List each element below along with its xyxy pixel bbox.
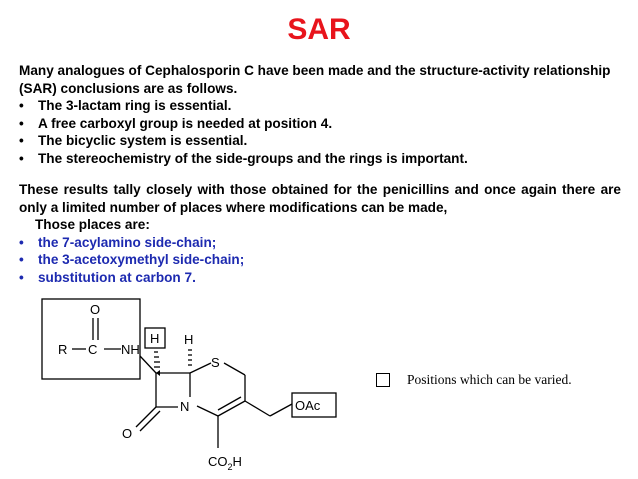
- sar-conclusions-list: [19, 97, 621, 167]
- oxygen-acyl-label: O: [90, 302, 101, 317]
- intro-paragraph: Many analogues of Cephalosporin C have been made and the structure-activity relationship (SAR) conclusions are as follows.: [19, 63, 611, 96]
- list-item: • substitution at carbon 7.: [19, 269, 196, 285]
- bullet-icon: •: [19, 252, 24, 267]
- bullet-icon: •: [19, 234, 24, 250]
- bullet-icon: •: [19, 269, 24, 285]
- r-group-label: R: [58, 342, 68, 357]
- h-right-label: H: [184, 332, 194, 347]
- legend: [376, 372, 572, 388]
- carboxyl-label: $CO_2H$: [208, 454, 242, 472]
- slide-title: SAR: [287, 13, 351, 46]
- carbon-label: C: [88, 342, 98, 357]
- nh-label: NH: [121, 342, 140, 357]
- legend-text: Positions which can be varied.: [407, 372, 572, 387]
- list-item: • The 3-lactam ring is essential.: [19, 98, 232, 113]
- structure-bonds: [42, 299, 336, 448]
- bullet-icon: •: [19, 98, 24, 113]
- bullet-icon: •: [19, 133, 24, 148]
- results-paragraph: These results tally closely with those obtained for the penicillins and once again there are only a limited number of places where modifications can be made,: [19, 182, 621, 215]
- cephalosporin-structure-diagram: [0, 290, 360, 479]
- bullet-icon: •: [19, 115, 24, 131]
- intro-section: [19, 62, 621, 167]
- legend-box-icon: [376, 373, 390, 387]
- oac-label: OAc: [295, 398, 321, 413]
- list-item: • the 3-acetoxymethyl side-chain;: [19, 252, 245, 267]
- oxygen-lactam-label: O: [122, 426, 133, 441]
- boxed-h-label: H: [150, 331, 160, 346]
- nitrogen-label: N: [180, 399, 190, 414]
- list-item: • A free carboxyl group is needed at position 4.: [19, 115, 333, 131]
- list-item: • The bicyclic system is essential.: [19, 133, 248, 148]
- list-item: • The stereochemistry of the side-groups and the rings is important.: [19, 150, 468, 166]
- results-section: [19, 181, 621, 286]
- list-item: • the 7-acylamino side-chain;: [19, 234, 217, 250]
- bullet-icon: •: [19, 150, 24, 166]
- places-intro: Those places are:: [35, 217, 150, 232]
- sulfur-label: S: [211, 355, 220, 370]
- modification-places-list: [19, 234, 621, 287]
